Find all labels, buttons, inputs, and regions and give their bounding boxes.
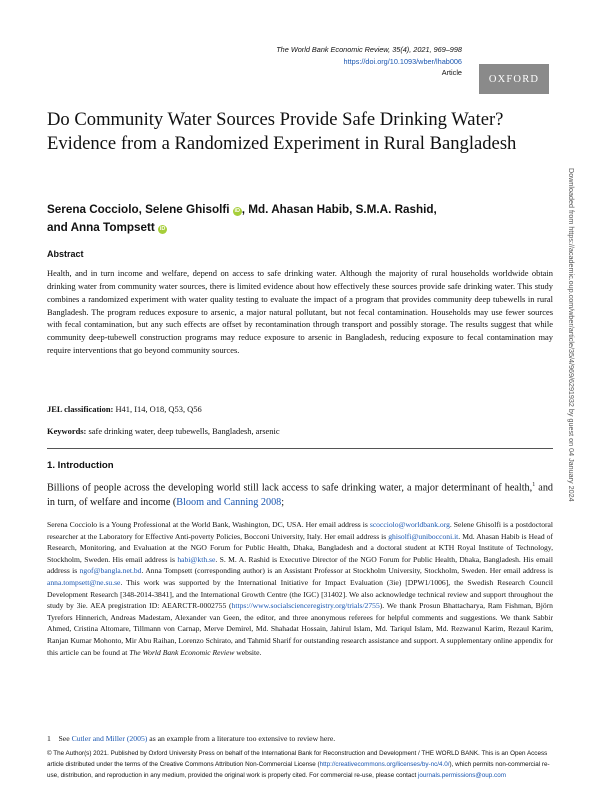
note-text: . Md. Ahasan Habib is Head of Research, Monitoring, and Evaluation at the NGO Forum for Public Health, Dhaka, Bangladesh and a doctoral student at KTH Royal Institute of Technology, Stockholm, Sweden. His email address is bbox=[47, 531, 553, 564]
note-text: . This work was supported by the International Initiative for Impact Evaluation (3ie) [DPW1/1006], the Swedish Research Council Development Research [348-2014-3841], and the International Growth Centre (the IGC) [31402]. We also acknowledge technical review and support throughout the study by 3ie. AEA pregistration ID: AEARCTR-0002755 ( bbox=[47, 577, 553, 611]
journal-name: The World Bank Economic Review bbox=[129, 647, 235, 657]
download-watermark: Downloaded from https://academic.oup.com/wber/article/35/4/969/6291932 by guest on 04 January 2024 bbox=[567, 168, 576, 502]
abstract-text: Health, and in turn income and welfare, depend on access to safe drinking water. Although the majority of rural households worldwide obtain drinking water from community water sources, there is limited evidence about how effectively these sources provide safe drinking water. This study combines a randomized experiment with water quality testing to evaluate the impact of a program that provides community deep tubewells in rural Bangladesh. The program reduces exposure to arsenic, a major natural pollutant, but not fecal contamination. Households may use fewer sources with fecal contamination, but any such effects are offset by recontamination through transport and possibly storage. The results suggest that while community deep-tubewell construction programs may reduce exposure to arsenic in Bangladesh, reducing exposure to fecal contamination may require interventions that go beyond community sources. bbox=[47, 268, 553, 356]
footnote-text: as an example from a literature too extensive to review here. bbox=[147, 734, 336, 743]
jel-codes: H41, I14, O18, Q53, Q56 bbox=[113, 404, 202, 414]
license-link[interactable]: http://creativecommons.org/licenses/by-nc/4.0/ bbox=[319, 761, 450, 769]
footnote bbox=[47, 734, 335, 743]
orcid-icon[interactable]: iD bbox=[234, 208, 241, 214]
article-type: Article bbox=[441, 68, 462, 77]
intro-text-3: ; bbox=[281, 497, 285, 509]
publisher-logo bbox=[479, 64, 549, 94]
email-link[interactable]: habi@kth.se bbox=[177, 554, 216, 564]
citation-link[interactable]: Bloom and Canning 2008 bbox=[176, 497, 282, 509]
keywords-label: Keywords: bbox=[47, 426, 87, 436]
article-title: Do Community Water Sources Provide Safe Drinking Water? Evidence from a Randomized Experiment in Rural Bangladesh bbox=[47, 109, 517, 155]
email-link[interactable]: anna.tompsett@ne.su.se bbox=[47, 577, 121, 587]
keywords-value: safe drinking water, deep tubewells, Bangladesh, arsenic bbox=[86, 426, 280, 436]
keywords bbox=[47, 426, 280, 436]
divider bbox=[47, 448, 553, 449]
email-link[interactable]: ngof@bangla.net.bd bbox=[79, 566, 142, 576]
intro-text: Billions of people across the developing world still lack access to safe drinking water, a major determinant of health, bbox=[47, 482, 533, 494]
section-heading: 1. Introduction bbox=[47, 460, 114, 471]
copyright-text: © The Author(s) 2021. Published by Oxford University Press on behalf of the International Bank for Reconstruction and Development / THE WORLD BANK. This is an Open Access article distributed under the terms of the Creative Commons Attribution Non-Commercial License ( bbox=[47, 750, 548, 769]
abstract-heading: Abstract bbox=[47, 249, 84, 259]
note-text: ). We thank Prosun Bhattacharya, Ram Fishman, Björn Tyrefors Hinnerich, Andreas Madestam, Alexander van Geen, the editor, and three anonymous referees for helpful comments and suggestions. We thank Sabbir Ahmed, Cristina Altomare, Tillmann von Carnap, Merve Demirel, Md. Shahadat Hossain, Jahirul Islam, Md. Tariqul Islam, Md. Rezwanul Karim, Rezaul Karim, Ranjan Kumar Mohonto, Mir Abu Raihan, Lorenzo Schirato, and Tahmid Sharif for outstanding research assistance and support. A supplementary online appendix for this article can be found at bbox=[47, 601, 553, 657]
journal-citation: The World Bank Economic Review, 35(4), 2021, 969–998 bbox=[276, 45, 462, 54]
author-list bbox=[47, 201, 547, 237]
note-text: . Selene Ghisolfi is a postdoctoral researcher at the Laboratory for Effective Anti-poverty Policies, Bocconi University, Italy. Her email address is bbox=[47, 520, 553, 541]
note-text: website. bbox=[234, 647, 262, 657]
email-link[interactable]: scocciolo@worldbank.org bbox=[369, 520, 450, 529]
journal-header bbox=[276, 44, 462, 79]
permissions-email-link[interactable]: journals.permissions@oup.com bbox=[418, 772, 506, 780]
authors-part-2: , Md. Ahasan Habib, S.M.A. Rashid, bbox=[241, 203, 437, 216]
jel-classification bbox=[47, 404, 202, 414]
authors-part-3: and Anna Tompsett bbox=[47, 221, 155, 234]
registry-link[interactable]: https://www.socialscienceregistry.org/trials/2755 bbox=[231, 601, 380, 611]
publisher-logo-text: OXFORD bbox=[488, 73, 540, 85]
note-text: . S. M. A. Rashid is Executive Director of the NGO Forum for Public Health, Dhaka, Bangladesh. His email address is bbox=[47, 554, 553, 576]
citation-link[interactable]: Cutler and Miller (2005) bbox=[71, 734, 148, 743]
note-text: Serena Cocciolo is a Young Professional at the World Bank, Washington, DC, USA. Her email address is bbox=[47, 520, 370, 529]
footnote-number: 1 bbox=[47, 734, 51, 743]
intro-text-2: and in turn, of welfare and income ( bbox=[47, 482, 554, 509]
email-link[interactable]: ghisolfi@unibocconi.it bbox=[388, 531, 459, 541]
copyright-notice bbox=[47, 748, 557, 781]
copyright-text: ), which permits non-commercial re-use, distribution, and reproduction in any medium, provided the original work is properly cited. For commercial re-use, please contact bbox=[47, 761, 550, 780]
authors-part-1: Serena Cocciolo, Selene Ghisolfi bbox=[47, 203, 230, 216]
orcid-icon[interactable]: iD bbox=[159, 226, 166, 232]
intro-paragraph bbox=[47, 478, 553, 511]
doi-link[interactable]: https://doi.org/10.1093/wber/lhab006 bbox=[343, 56, 462, 66]
footnote-text: See bbox=[50, 734, 72, 743]
author-note bbox=[47, 519, 553, 658]
note-text: . Anna Tompsett (corresponding author) is an Assistant Professor at Stockholm University, Stockholm, Sweden. Her email address is bbox=[141, 566, 553, 576]
footnote-marker[interactable]: 1 bbox=[532, 482, 536, 488]
jel-label: JEL classification: bbox=[47, 404, 114, 414]
